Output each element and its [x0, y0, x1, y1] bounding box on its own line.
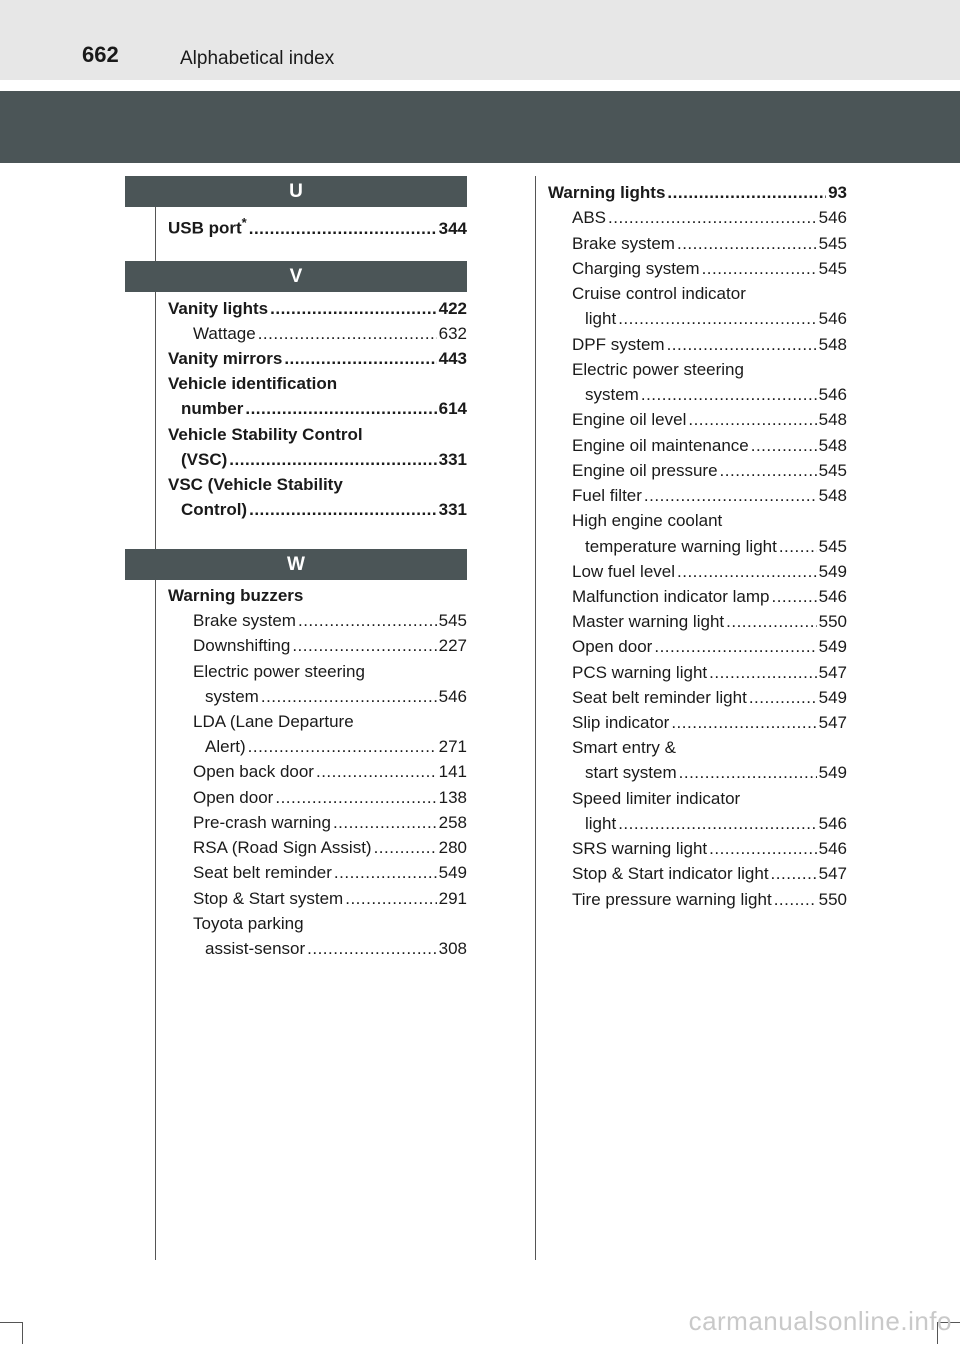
index-subentry[interactable] — [572, 634, 847, 659]
index-subentry — [193, 911, 467, 936]
section-header-w: W — [125, 549, 467, 580]
index-subentry[interactable] — [572, 433, 847, 458]
entry-page: 545 — [818, 234, 847, 253]
index-subentry[interactable] — [572, 256, 847, 281]
entry-page: 443 — [438, 349, 467, 368]
entry-text: Engine oil level — [572, 410, 687, 429]
index-subentry-continued[interactable] — [205, 684, 467, 709]
entry-page: 546 — [818, 385, 847, 404]
index-subentry[interactable] — [572, 609, 847, 634]
entry-page: 548 — [818, 410, 847, 429]
index-entry-continued[interactable] — [181, 447, 467, 472]
entry-text: Warning lights — [548, 183, 666, 202]
entry-page: 546 — [818, 309, 847, 328]
entry-page: 141 — [438, 762, 467, 781]
index-subentry[interactable] — [572, 584, 847, 609]
entry-text: Brake system — [572, 234, 675, 253]
entry-page: 291 — [438, 889, 467, 908]
index-entry — [168, 583, 467, 608]
index-subentry[interactable] — [572, 559, 847, 584]
entry-text: system — [205, 687, 259, 706]
entry-text: Pre-crash warning — [193, 813, 331, 832]
entry-page: 547 — [818, 663, 847, 682]
entry-text: Low fuel level — [572, 562, 676, 581]
index-subentry-continued[interactable] — [585, 811, 847, 836]
index-subentry[interactable] — [572, 861, 847, 886]
index-subentry-continued[interactable] — [205, 734, 467, 759]
section-header-v: V — [125, 261, 467, 292]
entry-text: DPF system — [572, 335, 665, 354]
index-subentry-continued[interactable] — [205, 936, 467, 961]
entry-page: 547 — [818, 864, 847, 883]
entry-text: Tire pressure warning light — [572, 890, 772, 909]
center-column-rule — [535, 176, 536, 1260]
index-subentry[interactable] — [193, 835, 467, 860]
index-subentry — [572, 786, 847, 811]
entry-text: Open back door — [193, 762, 314, 781]
entry-text: Vanity lights — [168, 299, 269, 318]
entry-text: Charging system — [572, 259, 700, 278]
entry-text: Vehicle identification — [168, 374, 338, 393]
entry-text: Slip indicator — [572, 713, 670, 732]
entry-page: 545 — [818, 461, 847, 480]
index-subentry — [572, 281, 847, 306]
entry-page: 546 — [818, 839, 847, 858]
entry-text: Speed limiter indicator — [572, 789, 741, 808]
entry-text: temperature warning light — [585, 537, 777, 556]
index-entry — [168, 472, 467, 497]
entry-text: Toyota parking — [193, 914, 304, 933]
index-subentry[interactable] — [572, 685, 847, 710]
entry-page: 138 — [438, 788, 467, 807]
page-number: 662 — [82, 42, 119, 67]
entry-page: 549 — [818, 763, 847, 782]
entry-page: 331 — [438, 450, 467, 469]
entry-text: Seat belt reminder light — [572, 688, 747, 707]
entry-page: 280 — [438, 838, 467, 857]
entry-page: 546 — [818, 587, 847, 606]
index-subentry[interactable] — [193, 785, 467, 810]
index-subentry-continued[interactable] — [585, 306, 847, 331]
entry-text: Master warning light — [572, 612, 725, 631]
entry-text: Engine oil maintenance — [572, 436, 749, 455]
entry-text: Stop & Start system — [193, 889, 344, 908]
index-subentry[interactable] — [572, 407, 847, 432]
entry-text: Electric power steering — [193, 662, 365, 681]
index-subentry[interactable] — [193, 759, 467, 784]
index-subentry[interactable] — [193, 608, 467, 633]
entry-text: SRS warning light — [572, 839, 708, 858]
index-subentry-continued[interactable] — [585, 534, 847, 559]
crop-mark — [0, 1322, 22, 1323]
entry-text: number — [181, 399, 244, 418]
entry-text: Electric power steering — [572, 360, 744, 379]
entry-text: Control) — [181, 500, 248, 519]
index-subentry — [572, 357, 847, 382]
entry-page: 547 — [818, 713, 847, 732]
entry-text: start system — [585, 763, 677, 782]
entry-page: 549 — [438, 863, 467, 882]
index-subentry[interactable] — [572, 205, 847, 230]
page-title: Alphabetical index — [180, 48, 335, 69]
index-subentry[interactable] — [193, 633, 467, 658]
index-subentry — [572, 508, 847, 533]
entry-text: RSA (Road Sign Assist) — [193, 838, 372, 857]
entry-text: light — [585, 309, 617, 328]
entry-text: Open door — [193, 788, 274, 807]
index-subentry — [193, 659, 467, 684]
index-subentry-continued[interactable] — [585, 382, 847, 407]
entry-page: 548 — [818, 486, 847, 505]
entry-page: 227 — [438, 636, 467, 655]
index-entry-continued[interactable] — [181, 497, 467, 522]
entry-text: Warning buzzers — [168, 586, 304, 605]
entry-page: 271 — [438, 737, 467, 756]
entry-text: Smart entry & — [572, 738, 676, 757]
index-subentry[interactable] — [572, 483, 847, 508]
entry-text: Alert) — [205, 737, 246, 756]
index-subentry[interactable] — [572, 887, 847, 912]
entry-text: system — [585, 385, 639, 404]
index-subentry — [193, 709, 467, 734]
entry-text: Malfunction indicator lamp — [572, 587, 770, 606]
entry-page: 632 — [438, 324, 467, 343]
entry-text: light — [585, 814, 617, 833]
entry-page: 545 — [818, 537, 847, 556]
index-entry — [168, 371, 467, 396]
watermark: carmanualsonline.info — [688, 1306, 952, 1336]
entry-page: 550 — [818, 612, 847, 631]
index-subentry[interactable] — [193, 886, 467, 911]
entry-text: Open door — [572, 637, 653, 656]
entry-page: 422 — [438, 299, 467, 318]
entry-text: Vanity mirrors — [168, 349, 283, 368]
section-header-u: U — [125, 176, 467, 207]
entry-page: 614 — [438, 399, 467, 418]
index-subentry — [572, 735, 847, 760]
entry-page: 545 — [818, 259, 847, 278]
index-subentry[interactable] — [572, 458, 847, 483]
entry-text: Cruise control indicator — [572, 284, 746, 303]
index-subentry[interactable] — [572, 332, 847, 357]
entry-text: (VSC) — [181, 450, 228, 469]
entry-text: Wattage — [193, 324, 256, 343]
entry-page: 93 — [828, 183, 847, 202]
index-entry-continued[interactable] — [181, 396, 467, 421]
entry-page: 545 — [438, 611, 467, 630]
entry-text: Stop & Start indicator light — [572, 864, 769, 883]
entry-page: 308 — [438, 939, 467, 958]
entry-page: 258 — [438, 813, 467, 832]
entry-text: Seat belt reminder — [193, 863, 332, 882]
header-bar — [0, 0, 960, 80]
index-entry[interactable] — [548, 180, 847, 205]
index-subentry[interactable] — [572, 836, 847, 861]
entry-page: 546 — [818, 208, 847, 227]
entry-page: 546 — [438, 687, 467, 706]
entry-text: Vehicle Stability Control — [168, 425, 363, 444]
index-entry — [168, 422, 467, 447]
index-entry[interactable] — [168, 346, 467, 371]
entry-text: High engine coolant — [572, 511, 723, 530]
entry-page: 548 — [818, 436, 847, 455]
index-subentry[interactable] — [193, 321, 467, 346]
index-subentry[interactable] — [572, 231, 847, 256]
header-band — [0, 91, 960, 163]
index-subentry[interactable] — [572, 710, 847, 735]
index-subentry[interactable] — [193, 810, 467, 835]
entry-page: 548 — [818, 335, 847, 354]
entry-text: USB port* — [168, 215, 247, 238]
entry-text: VSC (Vehicle Stability — [168, 475, 343, 494]
index-subentry[interactable] — [193, 860, 467, 885]
left-column-rule — [155, 176, 156, 1260]
entry-page: 549 — [818, 688, 847, 707]
entry-page: 344 — [438, 218, 467, 238]
entry-text: Downshifting — [193, 636, 291, 655]
entry-text: LDA (Lane Departure — [193, 712, 354, 731]
crop-mark — [22, 1322, 23, 1344]
entry-text: Brake system — [193, 611, 296, 630]
entry-text: assist-sensor — [205, 939, 306, 958]
index-entry[interactable] — [168, 296, 467, 321]
entry-text: Engine oil pressure — [572, 461, 718, 480]
entry-text: ABS — [572, 208, 607, 227]
index-subentry[interactable] — [572, 660, 847, 685]
entry-text: Fuel filter — [572, 486, 642, 505]
entry-text: PCS warning light — [572, 663, 708, 682]
entry-page: 550 — [818, 890, 847, 909]
entry-page: 331 — [438, 500, 467, 519]
entry-page: 549 — [818, 562, 847, 581]
index-subentry-continued[interactable] — [585, 760, 847, 785]
entry-page: 549 — [818, 637, 847, 656]
index-entry[interactable] — [168, 210, 467, 238]
footnote-asterisk: * — [241, 215, 247, 230]
entry-page: 546 — [818, 814, 847, 833]
